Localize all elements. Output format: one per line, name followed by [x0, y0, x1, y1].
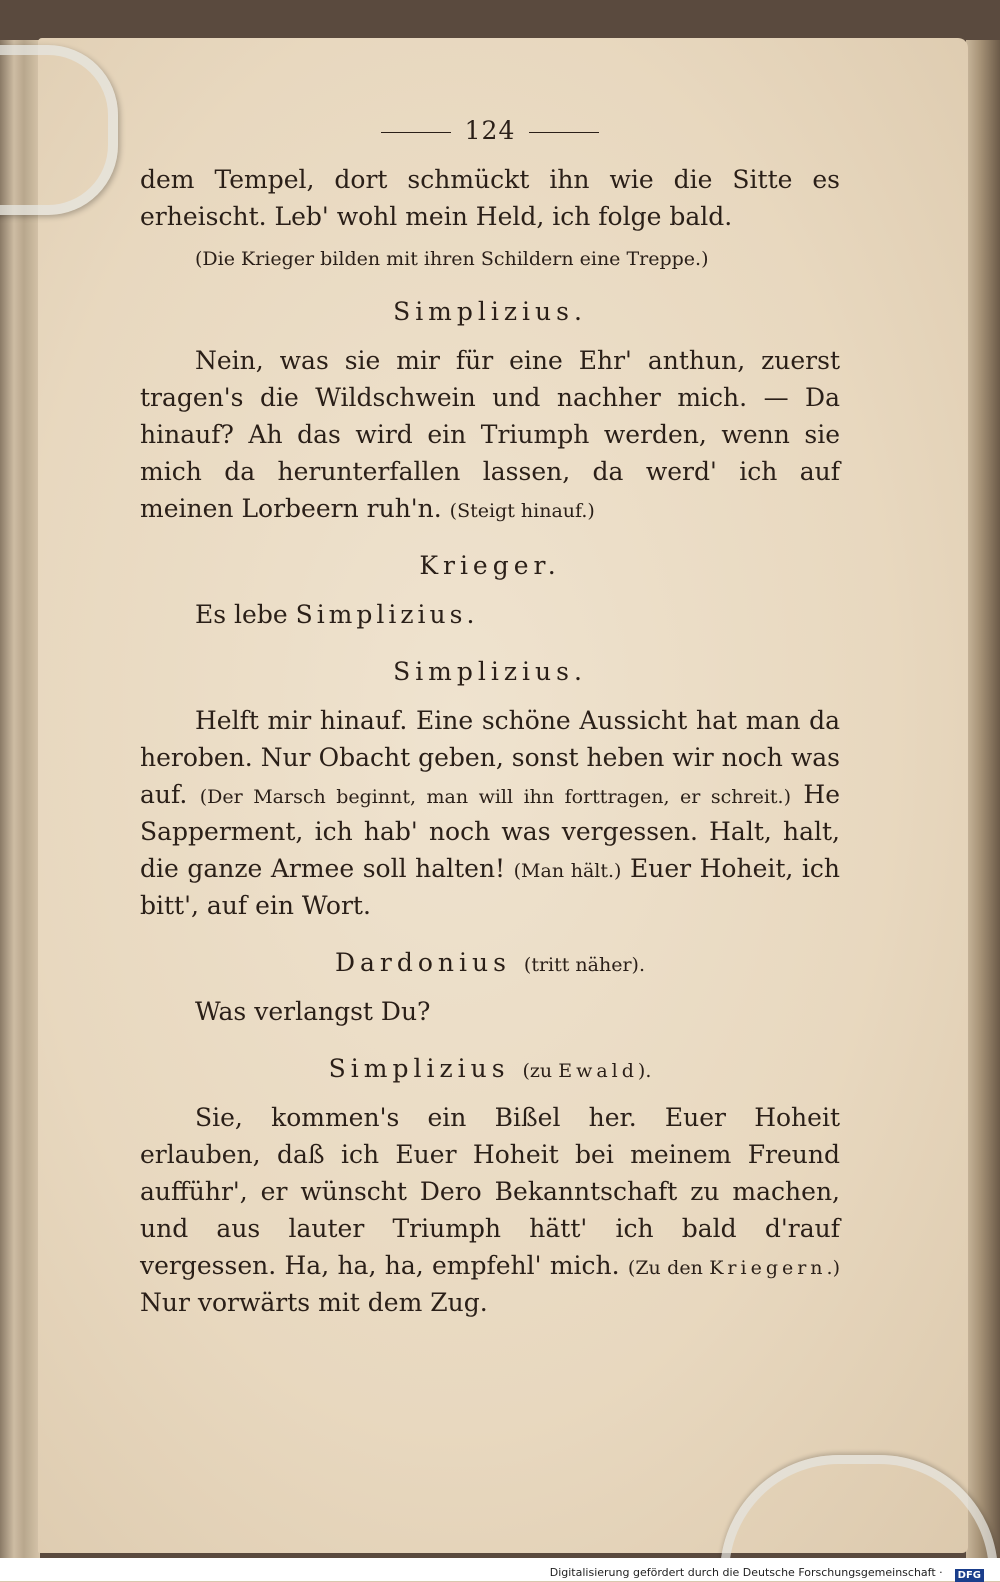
paragraph-1: dem Tempel, dort schmückt ihn wie die Sitte es erheischt. Leb' wohl mein Held, ich folge bald. [140, 165, 840, 231]
divider-rule [381, 132, 451, 133]
dialogue-text: Euer Hoheit, ich bitt', auf ein Wort. [140, 854, 840, 921]
stage-direction: (Der Marsch beginnt, man will ihn forttragen, er schreit.) [199, 786, 791, 809]
dialogue-text: He Sapperment, ich hab' noch was vergessen. Halt, halt, die ganze Armee soll halten! [140, 780, 841, 884]
divider-rule [529, 132, 599, 133]
speaker-name: Dardonius (tritt näher). [334, 948, 646, 978]
page-content [140, 112, 840, 1321]
paragraph-2 [140, 342, 840, 527]
dialogue-text: Helft mir hinauf. Eine schöne Aussicht hat man da heroben. Nur Obacht geben, sonst heben wir noch was auf. [140, 706, 840, 810]
stage-direction: (Steigt hinauf.) [449, 500, 595, 523]
funding-footer [0, 1558, 1000, 1581]
speaker-name: Simplizius (zu Ewald). [328, 1054, 652, 1084]
dialogue-text: Nur vorwärts mit dem Zug. [140, 1288, 488, 1318]
page-number: 124 [140, 112, 840, 149]
dialogue-text: Nein, was sie mir für eine Ehr' anthun, zuerst tragen's die Wildschwein und nachher mich. — Da hinauf? Ah das wird ein Triumph werden, wenn sie mich da herunterfallen lassen, da werd' ich auf meinen Lorbeern ruh'n. [140, 346, 840, 524]
paragraph-6 [140, 1099, 840, 1321]
stage-direction: (zu Ewald). [522, 1060, 652, 1083]
speaker-name: Krieger. [419, 551, 561, 581]
paper-clip-icon [0, 45, 118, 215]
page-edge-right [966, 40, 1000, 1558]
dfg-logo-icon: DFG [955, 1569, 984, 1582]
character-name: Simplizius. [295, 600, 479, 630]
paragraph-4 [140, 702, 840, 924]
stage-direction: (Die Krieger bilden mit ihren Schildern eine Treppe.) [195, 248, 709, 270]
speaker-name: Simplizius. [393, 297, 587, 327]
footer-text: Digitalisierung gefördert durch die Deutsche Forschungsgemeinschaft · DFG [550, 1562, 992, 1582]
stage-direction: (Man hält.) [513, 860, 622, 883]
dialogue-text: Sie, kommen's ein Bißel her. Euer Hoheit erlauben, daß ich Euer Hoheit bei meinem Freund aufführ', er wünscht Dero Bekanntschaft zu machen, und aus lauter Triumph hätt' ich bald d'rauf vergessen. Ha, ha, ha, empfehl' mich. [140, 1103, 840, 1281]
stage-direction: (tritt näher). [523, 954, 646, 977]
stage-direction: (Zu den Kriegern.) [627, 1257, 840, 1280]
dialogue-text: Es lebe [195, 600, 296, 630]
paragraph-5: Was verlangst Du? [195, 997, 431, 1027]
page-edge-left [0, 40, 40, 1558]
speaker-name: Simplizius. [393, 657, 587, 687]
paragraph-3 [140, 596, 840, 633]
